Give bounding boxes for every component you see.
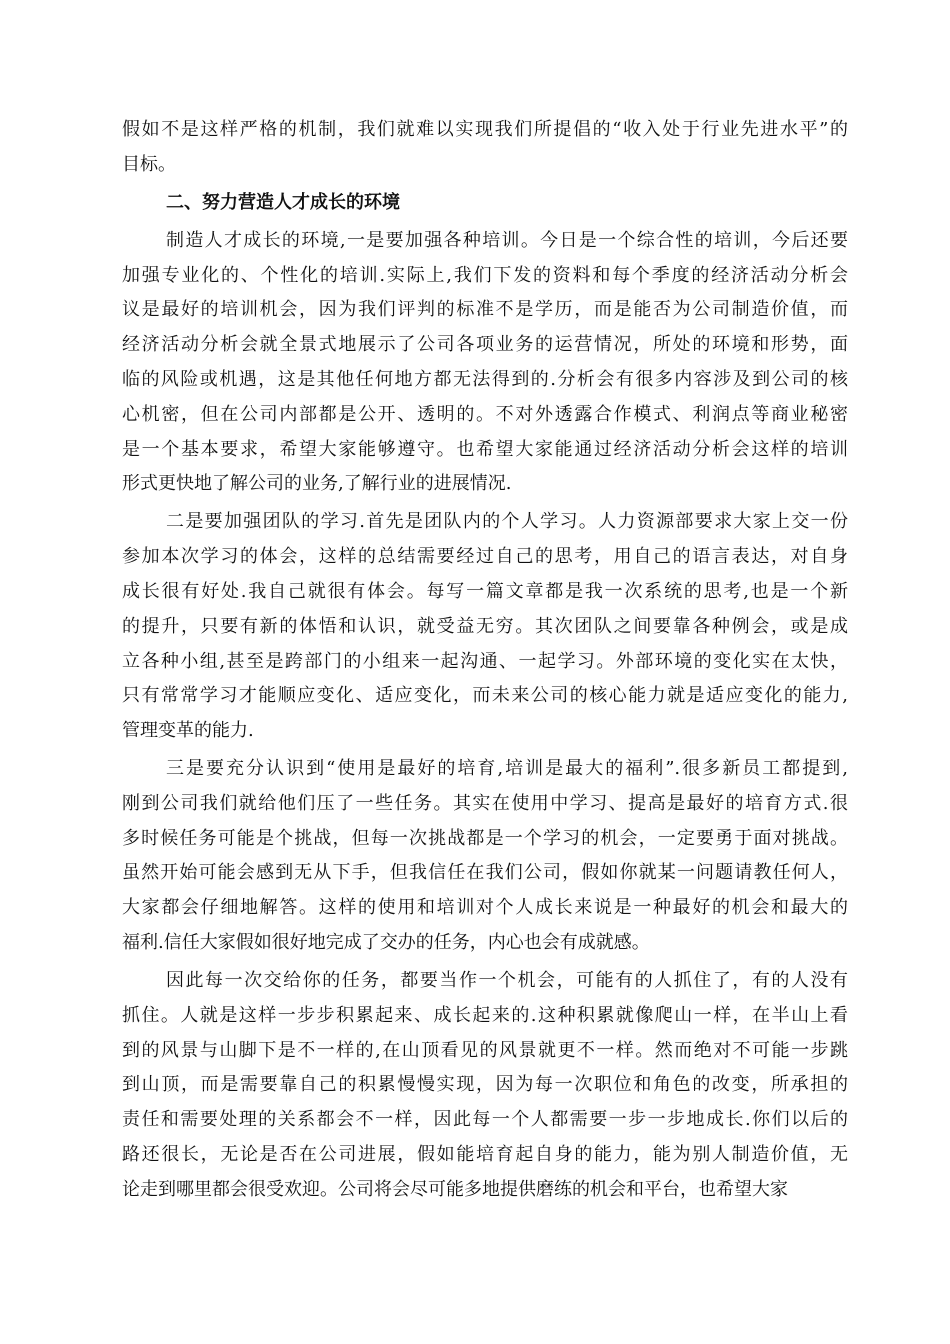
section-heading <box>122 186 848 221</box>
text-line: 立各种小组,甚至是跨部门的小组来一起沟通、一起学习。外部环境的变化实在太快， <box>122 650 848 672</box>
paragraph <box>122 224 848 502</box>
text-line: 责任和需要处理的关系都会不一样，因此每一个人都需要一步一步地成长.你们以后的 <box>122 1109 848 1131</box>
text-line: 假如不是这样严格的机制，我们就难以实现我们所提倡的“收入处于行业先进水平”的 <box>122 119 848 140</box>
text-line: 加强专业化的、个性化的培训.实际上,我们下发的资料和每个季度的经济活动分析会 <box>122 264 848 286</box>
text-line: 二是要加强团队的学习.首先是团队内的个人学习。人力资源部要求大家上交一份 <box>166 511 848 533</box>
text-line: 到的风景与山脚下是不一样的,在山顶看见的风景就更不一样。然而绝对不可能一步跳 <box>122 1039 848 1061</box>
text-line: 经济活动分析会就全景式地展示了公司各项业务的运营情况，所处的环境和形势，面 <box>122 334 848 356</box>
paragraph <box>122 752 848 961</box>
document-body <box>122 113 848 1208</box>
text-line: 因此每一次交给你的任务，都要当作一个机会，可能有的人抓住了，有的人没有 <box>166 970 848 992</box>
text-line: 只有常常学习才能顺应变化、适应变化，而未来公司的核心能力就是适应变化的能力, <box>122 685 848 707</box>
paragraph <box>122 505 848 749</box>
text-line: 抓住。人就是这样一步步积累起来、成长起来的.这种积累就像爬山一样，在半山上看 <box>122 1004 848 1026</box>
text-line: 形式更快地了解公司的业务,了解行业的进展情况. <box>122 473 512 495</box>
text-line: 临的风险或机遇，这是其他任何地方都无法得到的.分析会有很多内容涉及到公司的核 <box>122 368 848 390</box>
heading-text: 二、努力营造人才成长的环境 <box>166 191 400 213</box>
text-line: 成长很有好处.我自己就很有体会。每写一篇文章都是我一次系统的思考,也是一个新 <box>122 580 848 602</box>
text-line: 是一个基本要求，希望大家能够遵守。也希望大家能通过经济活动分析会这样的培训 <box>122 438 848 460</box>
text-line: 三是要充分认识到“使用是最好的培育,培训是最大的福利”.很多新员工都提到, <box>166 758 848 780</box>
text-line: 议是最好的培训机会，因为我们评判的标准不是学历，而是能否为公司制造价值，而 <box>122 299 848 321</box>
text-line: 参加本次学习的体会，这样的总结需要经过自己的思考，用自己的语言表达，对自身 <box>122 546 848 568</box>
text-line: 刚到公司我们就给他们压了一些任务。其实在使用中学习、提高是最好的培育方式.很 <box>122 792 848 814</box>
text-line: 心机密，但在公司内部都是公开、透明的。不对外透露合作模式、利润点等商业秘密 <box>122 403 848 425</box>
text-line: 论走到哪里都会很受欢迎。公司将会尽可能多地提供磨练的机会和平台，也希望大家 <box>122 1178 788 1200</box>
paragraph <box>122 113 848 183</box>
text-line: 多时候任务可能是个挑战，但每一次挑战都是一个学习的机会，一定要勇于面对挑战。 <box>122 827 848 849</box>
text-line: 路还很长，无论是否在公司进展，假如能培育起自身的能力，能为别人制造价值，无 <box>122 1144 848 1166</box>
text-line: 管理变革的能力. <box>122 720 254 742</box>
text-line: 福利.信任大家假如很好地完成了交办的任务，内心也会有成就感。 <box>122 932 650 954</box>
text-line: 的提升，只要有新的体悟和认识，就受益无穷。其次团队之间要靠各种例会，或是成 <box>122 615 848 637</box>
text-line: 虽然开始可能会感到无从下手，但我信任在我们公司，假如你就某一问题请教任何人， <box>122 862 848 884</box>
paragraph <box>122 964 848 1208</box>
text-line: 大家都会仔细地解答。这样的使用和培训对个人成长来说是一种最好的机会和最大的 <box>122 897 848 919</box>
text-line: 制造人才成长的环境,一是要加强各种培训。今日是一个综合性的培训，今后还要 <box>166 229 848 251</box>
text-line: 到山顶，而是需要靠自己的积累慢慢实现，因为每一次职位和角色的改变，所承担的 <box>122 1074 848 1096</box>
text-line: 目标。 <box>122 153 176 175</box>
